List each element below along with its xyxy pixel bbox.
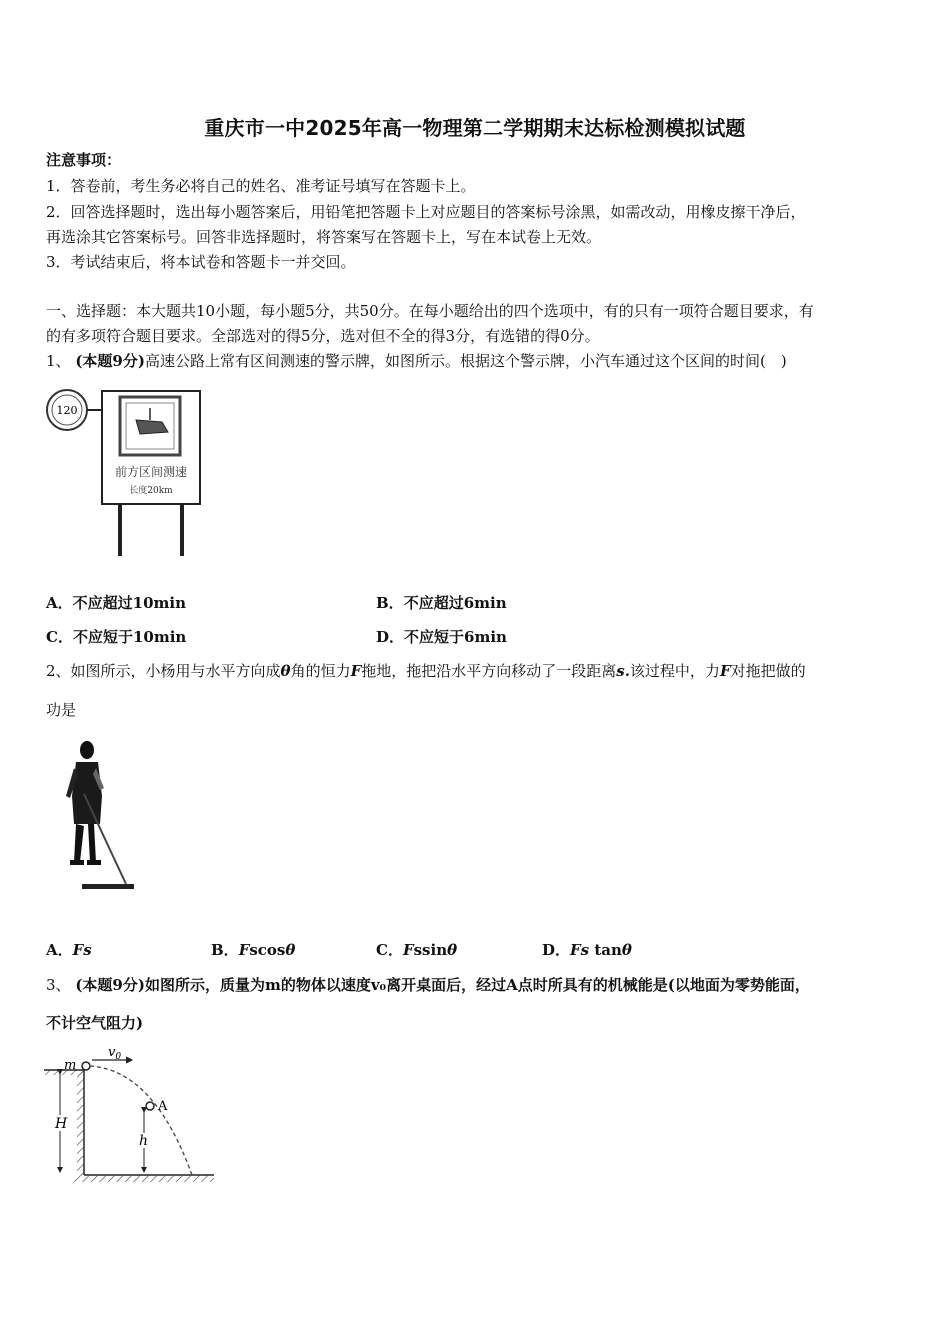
question-1-number: 1、 xyxy=(46,352,71,370)
person-body xyxy=(72,762,102,824)
mop-head xyxy=(82,884,134,889)
height-h-label: h xyxy=(139,1133,149,1149)
section-instructions-line2: 的有多项符合题目要求。全部选对的得5分，选对但不全的得3分，有选错的得0分。 xyxy=(46,327,600,345)
object-ball xyxy=(82,1062,90,1070)
point-a-label: A xyxy=(158,1099,168,1114)
q1-option-c[interactable]: C．不应短于10min xyxy=(46,628,187,646)
ground-hatch xyxy=(74,1175,214,1182)
notice-item-3: 3．考试结束后，将本试卷和答题卡一并交回。 xyxy=(46,253,356,271)
person-left-shoe xyxy=(70,860,84,865)
point-a-marker xyxy=(146,1102,154,1110)
table-edge-hatch xyxy=(77,1070,84,1175)
question-1 xyxy=(46,351,908,371)
sign-length: 长度20km xyxy=(129,486,173,496)
speed-limit-value: 120 xyxy=(56,404,78,417)
projectile-figure xyxy=(44,1042,218,1192)
question-1-score: (本题9分) xyxy=(75,352,145,370)
question-3-score: (本题9分) xyxy=(75,976,145,994)
sign-caption: 前方区间测速 xyxy=(114,465,188,479)
question-3-line1: 3、 (本题9分)如图所示，质量为m的物体以速度v₀离开桌面后，经过A点时所具有的机械能是(以地面为零势能面， xyxy=(46,976,810,994)
exam-title: 重庆市一中2025年高一物理第二学期期末达标检测模拟试题 xyxy=(204,116,746,140)
q2-option-a[interactable]: A．Fs xyxy=(46,941,92,959)
notice-item-2-cont: 再选涂其它答案标号。回答非选择题时，将答案写在答题卡上，写在本试卷上无效。 xyxy=(46,228,602,246)
section-instructions-line1: 一、选择题：本大题共10小题，每小题5分，共50分。在每小题给出的四个选项中，有的只有一项符合题目要求，有 xyxy=(46,302,814,320)
q2-option-d[interactable]: D．Fs tanθ xyxy=(542,941,632,959)
mopping-person-figure xyxy=(60,738,140,898)
q1-option-a[interactable]: A．不应超过10min xyxy=(46,594,186,612)
q1-option-b[interactable]: B．不应超过6min xyxy=(376,594,507,612)
question-1-text: 高速公路上常有区间测速的警示牌，如图所示。根据这个警示牌，小汽车通过这个区间的时间( ) xyxy=(144,352,787,370)
q1-option-d[interactable]: D．不应短于6min xyxy=(376,628,507,646)
notice-item-1: 1．答卷前，考生务必将自己的姓名、准考证号填写在答题卡上。 xyxy=(46,177,476,195)
question-3-line2: 不计空气阻力) xyxy=(46,1014,144,1032)
person-head xyxy=(80,741,94,759)
person-right-shoe xyxy=(87,860,101,865)
notice-heading: 注意事项： xyxy=(46,151,122,169)
person-right-leg xyxy=(88,824,96,862)
velocity-label: $v_0$ xyxy=(108,1045,122,1062)
notice-item-2: 2．回答选择题时，选出每小题答案后，用铅笔把答题卡上对应题目的答案标号涂黑，如需改动，用橡皮擦干净后， xyxy=(46,203,806,221)
question-3-text: 如图所示，质量为m的物体以速度v₀离开桌面后，经过A点时所具有的机械能是(以地面为零势能面， xyxy=(144,976,810,994)
q2-option-b[interactable]: B．Fscosθ xyxy=(211,941,296,959)
height-H-label: H xyxy=(55,1116,68,1132)
question-2-line2: 功是 xyxy=(46,701,77,719)
q2-option-c[interactable]: C．Fssinθ xyxy=(376,941,458,959)
person-left-leg xyxy=(74,824,84,862)
speed-zone-sign-figure xyxy=(44,386,210,560)
trajectory-path xyxy=(90,1066,192,1175)
mass-label: m xyxy=(64,1058,77,1073)
question-2-line1: 2、如图所示，小杨用与水平方向成θ角的恒力F拖地，拖把沿水平方向移动了一段距离s.该过程中，力F对拖把做的 xyxy=(46,662,806,680)
